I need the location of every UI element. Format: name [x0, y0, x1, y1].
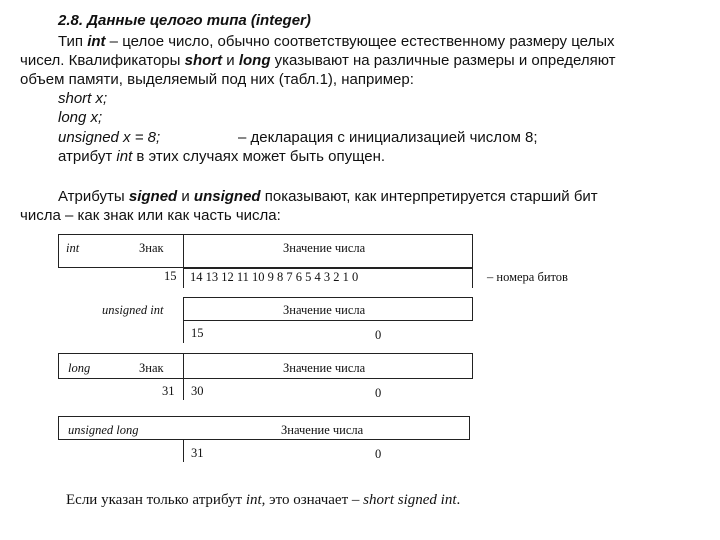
text: показывают, как интерпретируется старший бит [260, 188, 598, 205]
int-sign-divider [183, 234, 184, 288]
code-unsigned-line: unsigned x = 8; [58, 129, 161, 146]
text: и [177, 188, 194, 205]
paragraph-1-line-2 [20, 51, 615, 70]
long-lsb-number: 0 [375, 386, 382, 400]
int-divider-line [183, 268, 473, 269]
text: Тип [58, 33, 88, 50]
unsigned-int-msb-number: 15 [191, 326, 204, 340]
text: в этих случаях может быть опущен. [132, 148, 386, 165]
code-unsigned-comment: – декларация с инициализацией числом 8; [238, 129, 538, 146]
keyword-short-signed-int: short signed int [363, 492, 457, 508]
unsigned-int-type-label: unsigned int [102, 303, 164, 317]
int-msb-number: 15 [164, 269, 177, 283]
long-value-label: Значение числа [283, 361, 366, 375]
footer-sentence [66, 491, 460, 509]
paragraph-1-line-3: объем памяти, выделяемый под них (табл.1), например: [20, 71, 414, 88]
int-end-divider [472, 268, 473, 288]
keyword-unsigned: unsigned [193, 188, 261, 205]
long-sign-label: Знак [139, 361, 164, 375]
bit-numbers-note: – номера битов [487, 270, 568, 284]
code-long-line: long x; [58, 109, 103, 126]
section-heading: 2.8. Данные целого типа (integer) [58, 12, 311, 29]
code-short-line: short x; [58, 90, 108, 107]
unsigned-int-lsb-number: 0 [375, 328, 382, 342]
long-next-bit-number: 30 [191, 384, 204, 398]
text: . [456, 492, 461, 508]
keyword-int: int [116, 148, 133, 165]
text: указывают на различные размеры и определяют [270, 52, 616, 69]
unsigned-long-msb-number: 31 [191, 446, 204, 460]
unsigned-long-divider [183, 440, 184, 462]
int-value-label: Значение числа [283, 241, 366, 255]
text: Если указан только атрибут [66, 492, 246, 508]
unsigned-int-left-line [183, 321, 184, 343]
long-msb-number: 31 [162, 384, 175, 398]
keyword-int: int [245, 492, 262, 508]
text: – целое число, обычно соответствующее естественному размеру целых [105, 33, 615, 50]
unsigned-long-lsb-number: 0 [375, 447, 382, 461]
text: и [222, 52, 239, 69]
paragraph-1-line-1 [58, 32, 615, 51]
long-sign-divider [183, 353, 184, 400]
keyword-int: int [87, 33, 106, 50]
int-bit-numbers: 14 13 12 11 10 9 8 7 6 5 4 3 2 1 0 [190, 270, 359, 284]
int-layout-box [58, 234, 473, 268]
unsigned-long-value-label: Значение числа [281, 423, 364, 437]
unsigned-long-type-label: unsigned long [68, 423, 139, 437]
text: Атрибуты [58, 188, 129, 205]
keyword-long: long [238, 52, 271, 69]
paragraph-2-line-2: числа – как знак или как часть числа: [20, 207, 281, 224]
int-type-label: int [66, 241, 80, 255]
text: , это означает – [261, 492, 364, 508]
attribute-note [58, 147, 385, 166]
keyword-short: short [184, 52, 223, 69]
unsigned-int-value-label: Значение числа [283, 303, 366, 317]
keyword-signed: signed [128, 188, 178, 205]
text: чисел. Квалификаторы [20, 52, 185, 69]
long-type-label: long [68, 361, 91, 375]
text: атрибут [58, 148, 117, 165]
long-layout-box [58, 353, 473, 379]
int-sign-label: Знак [139, 241, 164, 255]
paragraph-2-line-1 [58, 187, 598, 206]
